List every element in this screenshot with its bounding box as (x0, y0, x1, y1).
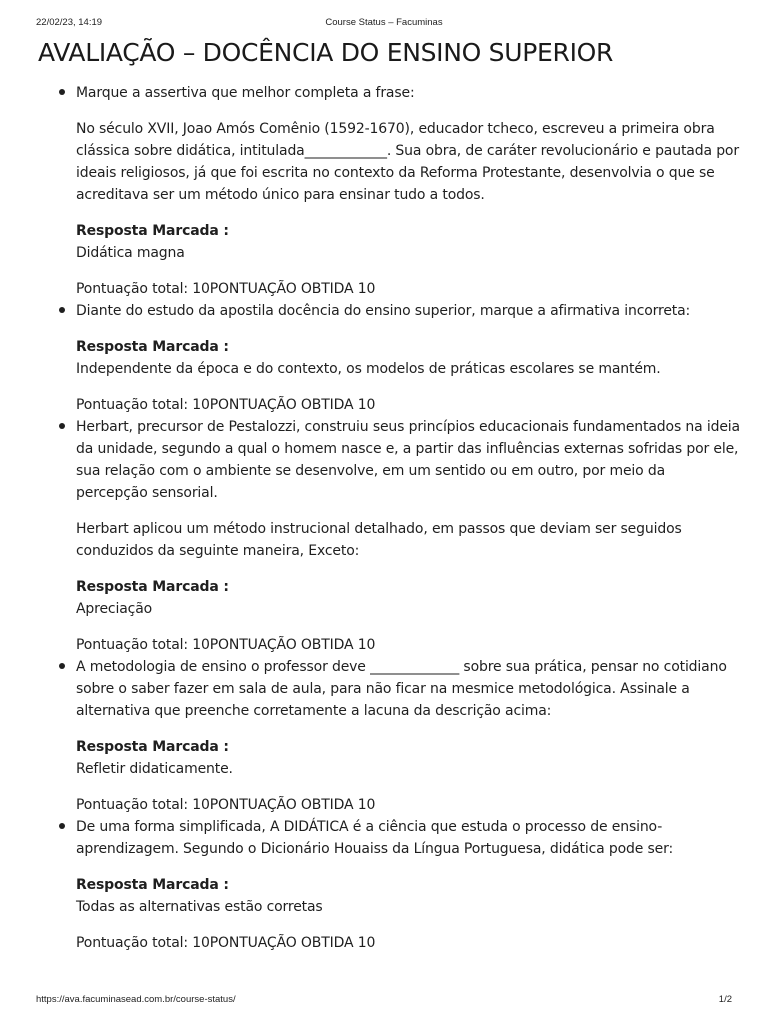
bullet-icon (59, 307, 65, 313)
answer-label: Resposta Marcada : (76, 739, 229, 755)
answer-label: Resposta Marcada : (76, 877, 229, 893)
question-item (76, 82, 740, 300)
question-item (76, 416, 740, 656)
print-footer (36, 994, 732, 1008)
bullet-icon (59, 89, 65, 95)
print-page-title: Course Status – Facuminas (325, 17, 443, 28)
bullet-icon (59, 423, 65, 429)
answer-value: Didática magna (76, 245, 185, 261)
question-prompt: Herbart, precursor de Pestalozzi, construiu seus princípios educacionais fundamentados na ideia da unidade, segundo a qual o homem nasce e, a partir das influências externas sofridas por ele, sua relação com o ambiente se desenvolve, em um sentido ou em outro, por meio da percepção sensorial. (76, 419, 740, 501)
answer-value: Todas as alternativas estão corretas (76, 899, 323, 915)
score-line: Pontuação total: 10PONTUAÇÃO OBTIDA 10 (76, 637, 376, 653)
answer-label: Resposta Marcada : (76, 223, 229, 239)
question-item (76, 300, 740, 416)
bullet-icon (59, 823, 65, 829)
question-list (76, 82, 740, 954)
question-text: No século XVII, Joao Amós Comênio (1592-1670), educador tcheco, escreveu a primeira obra clássica sobre didática, intitulada____________. Sua obra, de caráter revolucionário e pautada por ideais religiosos, já que foi escrita no contexto da Reforma Protestante, desenvolvia o que se acreditava ser um método único para ensinar tudo a todos. (76, 121, 739, 203)
score-line: Pontuação total: 10PONTUAÇÃO OBTIDA 10 (76, 797, 376, 813)
question-item (76, 816, 740, 954)
question-prompt: De uma forma simplificada, A DIDÁTICA é a ciência que estuda o processo de ensino-aprendizagem. Segundo o Dicionário Houaiss da Língua Portuguesa, didática pode ser: (76, 819, 674, 857)
score-line: Pontuação total: 10PONTUAÇÃO OBTIDA 10 (76, 397, 376, 413)
question-text: Herbart aplicou um método instrucional detalhado, em passos que deviam ser seguidos conduzidos da seguinte maneira, Exceto: (76, 521, 682, 559)
question-prompt: Diante do estudo da apostila docência do ensino superior, marque a afirmativa incorreta: (76, 303, 691, 319)
answer-value: Refletir didaticamente. (76, 761, 233, 777)
answer-label: Resposta Marcada : (76, 579, 229, 595)
question-prompt: A metodologia de ensino o professor deve _____________ sobre sua prática, pensar no cotidiano sobre o saber fazer em sala de aula, para não ficar na mesmice metodológica. Assinale a alternativa que preenche corretamente a lacuna da descrição acima: (76, 659, 727, 719)
bullet-icon (59, 663, 65, 669)
answer-value: Independente da época e do contexto, os modelos de práticas escolares se mantém. (76, 361, 661, 377)
print-url: https://ava.facuminasead.com.br/course-status/ (36, 994, 236, 1005)
print-datetime: 22/02/23, 14:19 (36, 17, 103, 28)
score-line: Pontuação total: 10PONTUAÇÃO OBTIDA 10 (76, 935, 376, 951)
answer-value: Apreciação (76, 601, 153, 617)
question-prompt: Marque a assertiva que melhor completa a frase: (76, 85, 415, 101)
score-line: Pontuação total: 10PONTUAÇÃO OBTIDA 10 (76, 281, 376, 297)
print-header (36, 17, 732, 31)
answer-label: Resposta Marcada : (76, 339, 229, 355)
page-title: AVALIAÇÃO – DOCÊNCIA DO ENSINO SUPERIOR (38, 38, 614, 67)
question-item (76, 656, 740, 816)
page-number: 1/2 (718, 994, 732, 1005)
